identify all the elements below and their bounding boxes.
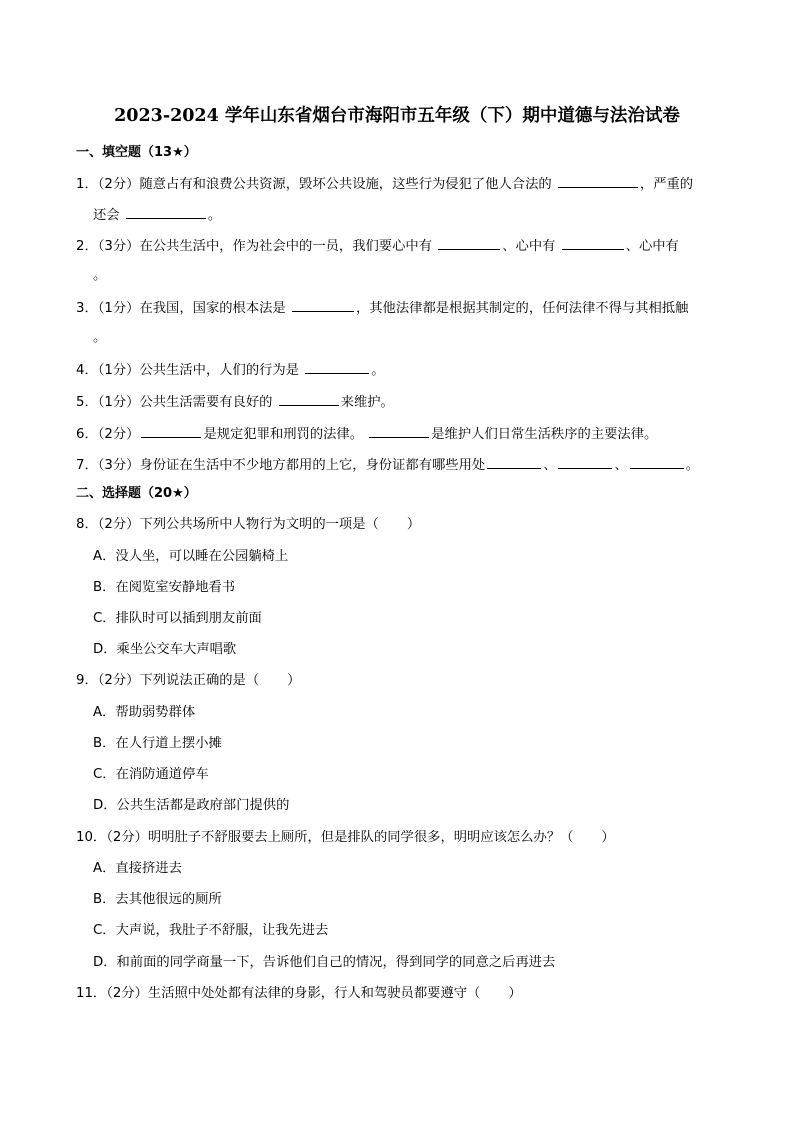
answer-blank[interactable] [558, 174, 638, 188]
question-6-text: 是维护人们日常生活秩序的主要法律。 [431, 427, 658, 442]
option-c[interactable]: C．在消防通道停车 [93, 767, 209, 782]
question-2-text: 。 [93, 268, 107, 283]
question-8-stem: 8．（2分）下列公共场所中人物行为文明的一项是（ [76, 517, 379, 532]
question-11-stem: 11．（2分）生活照中处处都有法律的身影，行人和驾驶员都要遵守（ [76, 986, 481, 1001]
answer-blank[interactable] [438, 236, 500, 250]
question-6 [76, 424, 657, 444]
option-d[interactable]: D．和前面的同学商量一下，告诉他们自己的情况，得到同学的同意之后再进去 [93, 955, 556, 970]
question-1-text: 。 [207, 208, 222, 223]
option-b[interactable]: B．在阅览室安静地看书 [93, 580, 236, 595]
question-5-text: 来维护。 [340, 395, 394, 410]
question-1-continued [93, 205, 221, 225]
question-7 [76, 455, 699, 475]
question-6-text: 是规定犯罪和刑罚的法律。 [203, 427, 364, 442]
question-10-stem: 10．（2分）明明肚子不舒服要去上厕所，但是排队的同学很多，明明应该怎么办？（ [76, 830, 574, 845]
question-5-text: 5．（1分）公共生活需要有良好的 [76, 395, 273, 410]
option-d[interactable]: D．乘坐公交车大声唱歌 [93, 642, 237, 657]
answer-blank[interactable] [558, 455, 612, 469]
answer-blank[interactable] [292, 298, 354, 312]
question-5 [76, 392, 394, 412]
question-6-text: 6．（2分） [76, 427, 140, 442]
question-4-text: 。 [371, 363, 385, 378]
question-9-stem: 9．（2分）下列说法正确的是（ [76, 673, 260, 688]
question-7-text: 7．（3分）身份证在生活中不少地方都用的上它，身份证都有哪些用处 [76, 458, 486, 473]
question-1-text: 1．（2分）随意占有和浪费公共资源，毁坏公共设施，这些行为侵犯了他人合法的 [76, 177, 552, 192]
question-2-text: 2．（3分）在公共生活中，作为社会中的一员，我们要心中有 [76, 239, 432, 254]
answer-blank[interactable] [369, 424, 429, 438]
option-c[interactable]: C．大声说，我肚子不舒服，让我先进去 [93, 923, 329, 938]
question-3-text: 。 [93, 330, 107, 345]
question-1-text: ，严重的 [639, 177, 694, 192]
question-9 [76, 672, 300, 690]
question-3-text: 3．（1分）在我国，国家的根本法是 [76, 301, 286, 316]
page-title: 2023-2024 学年山东省烟台市海阳市五年级（下）期中道德与法治试卷 [114, 106, 680, 126]
option-d[interactable]: D．公共生活都是政府部门提供的 [93, 798, 290, 813]
question-4 [76, 360, 385, 380]
question-7-separator: 、 [543, 458, 557, 473]
answer-blank[interactable] [487, 455, 541, 469]
answer-blank[interactable] [305, 360, 369, 374]
question-3 [76, 298, 688, 318]
question-10 [76, 829, 615, 847]
question-7-separator: 、 [614, 458, 628, 473]
question-2-continued [93, 267, 106, 285]
question-1 [76, 174, 693, 194]
question-11 [76, 985, 522, 1003]
answer-blank[interactable] [562, 236, 624, 250]
question-9-stem: ） [287, 673, 301, 688]
answer-blank[interactable] [141, 424, 201, 438]
option-a[interactable]: A．直接挤进去 [93, 861, 182, 876]
question-11-stem: ） [508, 986, 522, 1001]
option-c[interactable]: C．排队时可以插到朋友前面 [93, 611, 262, 626]
question-3-text: ，其他法律都是根据其制定的，任何法律不得与其相抵触 [355, 301, 689, 316]
answer-blank[interactable] [630, 455, 684, 469]
question-1-text: 还会 [93, 208, 120, 223]
question-2-text: 、心中有 [502, 239, 556, 254]
question-3-continued [93, 329, 106, 347]
answer-blank[interactable] [279, 392, 339, 406]
option-b[interactable]: B．去其他很远的厕所 [93, 892, 222, 907]
question-8-stem: ） [406, 517, 421, 532]
section-heading-multiple-choice: 二、选择题（20★） [76, 486, 197, 501]
answer-blank[interactable] [126, 205, 206, 219]
option-a[interactable]: A．帮助弱势群体 [93, 705, 196, 720]
question-10-stem: ） [601, 830, 615, 845]
question-2 [76, 236, 679, 256]
question-8 [76, 516, 420, 534]
question-4-text: 4．（1分）公共生活中，人们的行为是 [76, 363, 300, 378]
section-heading-fill-blank: 一、填空题（13★） [76, 145, 197, 160]
option-b[interactable]: B．在人行道上摆小摊 [93, 736, 222, 751]
question-2-text: 、心中有 [625, 239, 679, 254]
question-7-text: 。 [685, 458, 700, 473]
option-a[interactable]: A．没人坐，可以睡在公园躺椅上 [93, 549, 289, 564]
